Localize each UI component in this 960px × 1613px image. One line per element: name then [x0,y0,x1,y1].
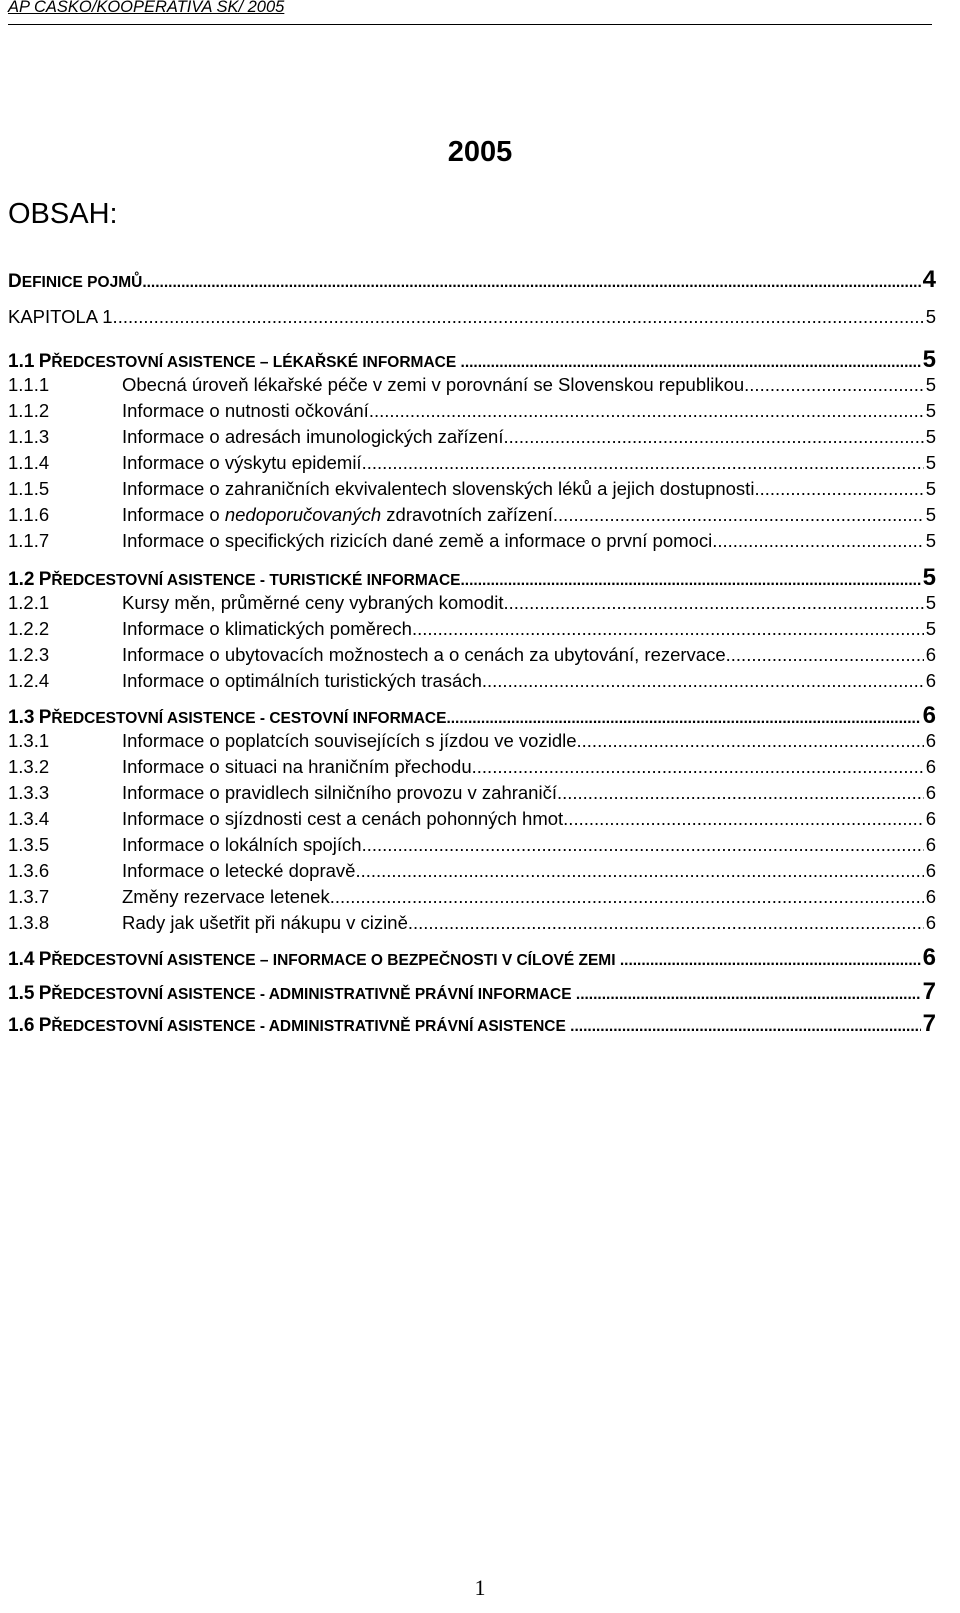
document-year: 2005 [447,136,513,168]
toc-entry-title: Informace o adresách imunologických zařízení [122,426,504,447]
toc-page-number: 5 [925,452,936,473]
toc-leader [563,808,924,830]
toc-leader [504,426,924,448]
toc-leader [744,374,924,396]
toc-entry-1-3[interactable] [8,702,936,730]
toc-leader [553,504,924,526]
toc-leader [446,710,920,728]
toc-entry-1-4[interactable] [8,944,936,972]
toc-leader [460,572,920,590]
toc-entry-title: Informace o poplatcích souvisejících s jízdou ve vozidle [122,730,577,751]
toc-entry-title: 1.2 PŘEDCESTOVNÍ ASISTENCE - TURISTICKÉ INFORMACE [8,569,461,590]
toc-entry-number: 1.2.4 [8,670,50,691]
toc-page-number: 5 [925,478,936,499]
toc-entry-title: 1.4 PŘEDCESTOVNÍ ASISTENCE – INFORMACE O BEZPEČNOSTI V CÍLOVÉ ZEMI [8,949,616,970]
toc-entry-number: 1.3.6 [8,860,50,881]
header-text: AP CASKO/KOOPERATIVA SK/ 2005 [8,0,285,16]
toc-leader [472,756,924,778]
toc-leader [408,912,924,934]
toc-page-number: 6 [925,782,936,803]
toc-entry-1-2-2[interactable] [8,618,936,640]
toc-page-number: 5 [922,564,936,591]
toc-entry-number: 1.3.2 [8,756,50,777]
toc-page-number: 5 [925,400,936,421]
toc-page-number: 5 [925,374,936,395]
toc-entry-number: 1.3.8 [8,912,50,933]
toc-leader [712,530,924,552]
toc-entry-title: Informace o klimatických poměrech [122,618,412,639]
toc-page-number: 7 [922,978,936,1005]
toc-entry-number: 1.1.5 [8,478,50,499]
toc-entry-1-2[interactable] [8,564,936,592]
toc-entry-1-3-6[interactable] [8,860,936,882]
toc-entry-number: 1.1.3 [8,426,50,447]
toc-entry-number: 1.1.1 [8,374,50,395]
toc-page-number: 5 [925,504,936,525]
toc-entry-title: DEFINICE POJMŮ [8,271,143,292]
toc-page-number: 6 [922,702,936,729]
toc-leader [362,452,924,474]
toc-entry-1-2-3[interactable] [8,644,936,666]
toc-leader [118,306,926,328]
toc-page-number: 6 [925,730,936,751]
toc-entry-number: 1.3.1 [8,730,50,751]
toc-entry-number: 1.3.4 [8,808,50,829]
toc-entry-kapitola[interactable] [8,306,936,328]
toc-entry-title: Informace o pravidlech silničního provozu v zahraničí [122,782,557,803]
toc-leader [754,478,923,500]
toc-page-number: 6 [925,834,936,855]
toc-leader [412,618,924,640]
toc-leader [362,834,924,856]
toc-entry-number: 1.1.6 [8,504,50,525]
toc-page-number: 6 [925,886,936,907]
toc-page-number: 5 [925,618,936,639]
toc-entry-1-2-1[interactable] [8,592,936,614]
toc-leader [355,860,923,882]
toc-entry-1-1-4[interactable] [8,452,936,474]
toc-leader [557,782,924,804]
toc-entry-1-3-2[interactable] [8,756,936,778]
toc-page-number: 6 [922,944,936,971]
toc-entry-number: 1.3.5 [8,834,50,855]
toc-page-number: 5 [925,426,936,447]
toc-entry-title: Informace o letecké dopravě [122,860,356,881]
toc-leader [461,354,921,372]
toc-leader [369,400,924,422]
toc-entry-title: Změny rezervace letenek [122,886,330,907]
toc-entry-title: Informace o ubytovacích možnostech a o cenách za ubytování, rezervace [122,644,726,665]
toc-entry-1-1-7[interactable] [8,530,936,552]
toc-page-number: 5 [922,346,936,373]
toc-entry-1-1[interactable] [8,346,936,374]
toc-entry-1-3-5[interactable] [8,834,936,856]
toc-entry-number: 1.2.1 [8,592,50,613]
toc-entry-1-1-3[interactable] [8,426,936,448]
toc-page-number: 6 [925,860,936,881]
toc-entry-number: 1.3.3 [8,782,50,803]
toc-leader [330,886,924,908]
toc-entry-1-3-3[interactable] [8,782,936,804]
toc-entry-title: KAPITOLA 1. [8,306,118,327]
toc-entry-1-3-1[interactable] [8,730,936,752]
toc-page-number: 5 [925,530,936,551]
toc-leader [576,986,921,1004]
toc-page-number: 5 [925,592,936,613]
toc-page-number: 6 [925,808,936,829]
toc-entry-title: 1.5 PŘEDCESTOVNÍ ASISTENCE - ADMINISTRATIVNĚ PRÁVNÍ INFORMACE [8,983,572,1004]
toc-leader [570,1018,920,1036]
toc-entry-1-1-6[interactable] [8,504,936,526]
toc-entry-title: Rady jak ušetřit při nákupu v cizině [122,912,408,933]
toc-entry-definice[interactable] [8,266,936,294]
toc-entry-title: 1.1 PŘEDCESTOVNÍ ASISTENCE – LÉKAŘSKÉ INFORMACE [8,351,457,372]
toc-entry-number: 1.1.4 [8,452,50,473]
toc-leader [577,730,924,752]
toc-entry-title: Informace o optimálních turistických trasách [122,670,482,691]
toc-page-number: 4 [922,266,936,293]
toc-entry-number: 1.3.7 [8,886,50,907]
toc-entry-1-1-1[interactable] [8,374,936,396]
toc-entry-1-3-7[interactable] [8,886,936,908]
toc-heading: OBSAH: [8,198,118,230]
toc-entry-title: Informace o situaci na hraničním přechodu [122,756,472,777]
toc-page-number: 6 [925,912,936,933]
toc-entry-title: Informace o nedoporučovaných zdravotních zařízení [122,504,553,525]
toc-entry-1-1-5[interactable] [8,478,936,500]
toc-entry-title: Informace o nutnosti očkování [122,400,369,421]
toc-entry-title: 1.6 PŘEDCESTOVNÍ ASISTENCE - ADMINISTRATIVNĚ PRÁVNÍ ASISTENCE [8,1015,566,1036]
toc-entry-number: 1.1.2 [8,400,50,421]
toc-entry-1-5[interactable] [8,978,936,1006]
toc-entry-1-2-4[interactable] [8,670,936,692]
toc-entry-number: 1.2.2 [8,618,50,639]
toc-entry-1-1-2[interactable] [8,400,936,422]
toc-entry-title: Kursy měn, průměrné ceny vybraných komodit [122,592,504,613]
toc-leader [142,274,920,292]
toc-page-number: 6 [925,644,936,665]
toc-entry-number: 1.1.7 [8,530,50,551]
toc-entry-title: Informace o lokálních spojích [122,834,362,855]
toc-leader [726,644,924,666]
toc-leader [620,952,921,970]
toc-page-number: 6 [925,670,936,691]
toc-entry-1-6[interactable] [8,1010,936,1038]
toc-entry-title: Informace o zahraničních ekvivalentech slovenských léků a jejich dostupnosti [122,478,755,499]
toc-page-number: 6 [925,756,936,777]
running-header [8,0,932,25]
page-number: 1 [474,1575,486,1600]
toc-page-number: 5 [925,306,936,327]
toc-leader [503,592,923,614]
toc-entry-title: Obecná úroveň lékařské péče v zemi v porovnání se Slovenskou republikou [122,374,745,395]
toc-entry-number: 1.2.3 [8,644,50,665]
toc-leader [482,670,924,692]
toc-entry-title: Informace o sjízdnosti cest a cenách pohonných hmot [122,808,564,829]
toc-entry-1-3-4[interactable] [8,808,936,830]
toc-entry-title: Informace o specifických rizicích dané země a informace o první pomoci [122,530,713,551]
toc-page-number: 7 [922,1010,936,1037]
toc-entry-title: Informace o výskytu epidemií [122,452,362,473]
toc-entry-title: 1.3 PŘEDCESTOVNÍ ASISTENCE - CESTOVNÍ INFORMACE [8,707,447,728]
toc-entry-1-3-8[interactable] [8,912,936,934]
